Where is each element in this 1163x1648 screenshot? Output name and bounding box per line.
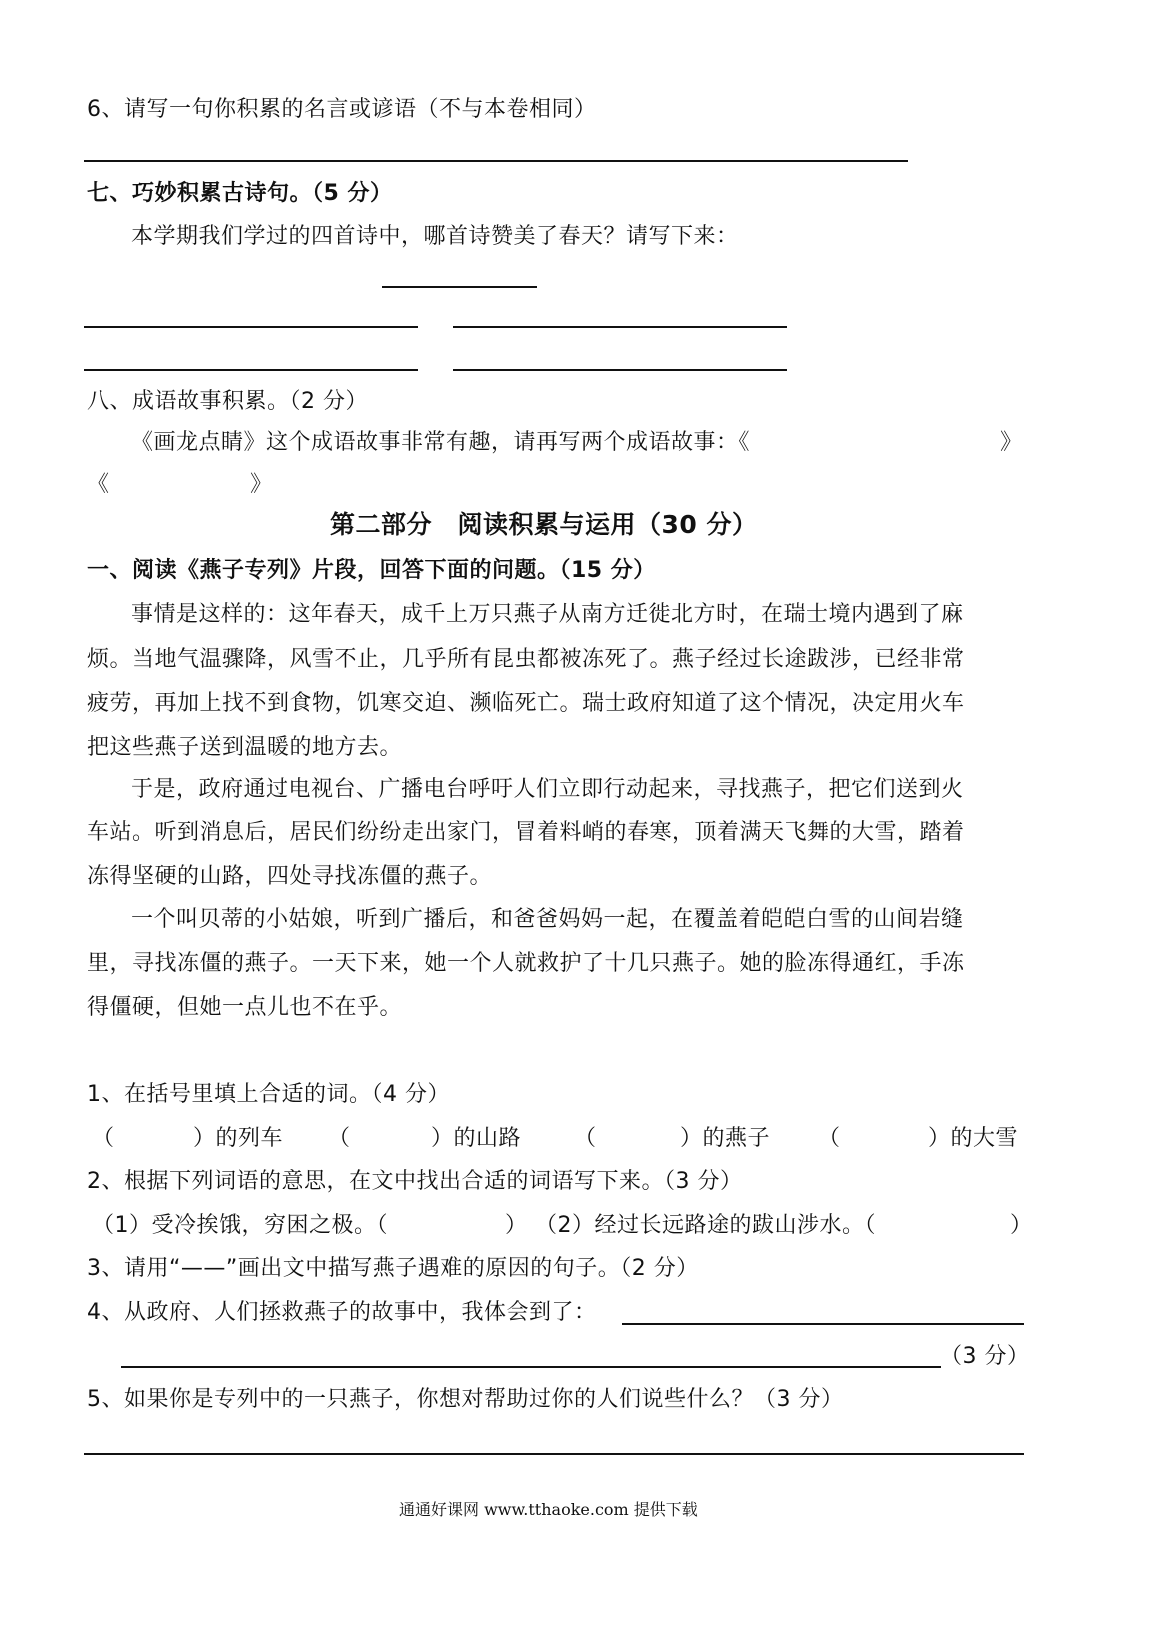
fill-bracket-open: （ xyxy=(328,1126,351,1151)
footer-text: 通通好课网 www.tthaoke.com 提供下载 xyxy=(399,1500,698,1519)
fill-label: ）的大雪 xyxy=(928,1126,1019,1151)
question-2-item-2: （2）经过长远路途的跋山涉水。（ xyxy=(535,1213,876,1238)
poem-title-line xyxy=(382,286,537,288)
answer-line xyxy=(84,1453,1024,1455)
bracket-close: ） xyxy=(505,1213,528,1238)
passage-line: 一个叫贝蒂的小姑娘，听到广播后，和爸爸妈妈一起，在覆盖着皑皑白雪的山间岩缝 xyxy=(131,907,964,932)
passage-line: 车站。听到消息后，居民们纷纷走出家门，冒着料峭的春寒，顶着满天飞舞的大雪，踏着 xyxy=(87,820,965,845)
passage-line: 把这些燕子送到温暖的地方去。 xyxy=(87,735,403,760)
part-2-title: 第二部分 阅读积累与运用（30 分） xyxy=(330,510,758,539)
question-3: 3、请用“——”画出文中描写燕子遇难的原因的句子。（2 分） xyxy=(87,1256,699,1281)
bracket-close: ） xyxy=(1010,1213,1033,1238)
poem-line-2 xyxy=(453,326,787,328)
section-8-text: 《画龙点睛》这个成语故事非常有趣，请再写两个成语故事：《 xyxy=(131,430,751,455)
reading-heading: 一、阅读《燕子专列》片段，回答下面的问题。（15 分） xyxy=(87,558,656,583)
passage-line: 疲劳，再加上找不到食物，饥寒交迫、濒临死亡。瑞士政府知道了这个情况，决定用火车 xyxy=(87,691,965,716)
passage-line: 冻得坚硬的山路，四处寻找冻僵的燕子。 xyxy=(87,864,493,889)
fill-label: ）的列车 xyxy=(193,1126,284,1151)
bracket-close: 》 xyxy=(250,472,273,497)
section-8-heading: 八、成语故事积累。（2 分） xyxy=(87,389,368,414)
answer-line xyxy=(121,1366,941,1368)
passage-line: 于是，政府通过电视台、广播电台呼吁人们立即行动起来，寻找燕子，把它们送到火 xyxy=(131,777,964,802)
answer-line xyxy=(84,160,908,162)
question-6: 6、请写一句你积累的名言或谚语（不与本卷相同） xyxy=(87,97,597,122)
answer-line xyxy=(622,1323,1024,1325)
bracket-open: 《 xyxy=(87,472,110,497)
poem-line-1 xyxy=(84,326,418,328)
question-1: 1、在括号里填上合适的词。（4 分） xyxy=(87,1082,450,1107)
fill-bracket-open: （ xyxy=(92,1126,115,1151)
question-2-item-1: （1）受冷挨饿，穷困之极。（ xyxy=(92,1213,388,1238)
section-7-prompt: 本学期我们学过的四首诗中，哪首诗赞美了春天？请写下来： xyxy=(131,224,739,249)
passage-line: 烦。当地气温骤降，风雪不止，几乎所有昆虫都被冻死了。燕子经过长途跋涉，已经非常 xyxy=(87,647,965,672)
poem-line-4 xyxy=(453,369,787,371)
passage-line: 里，寻找冻僵的燕子。一天下来，她一个人就救护了十几只燕子。她的脸冻得通红，手冻 xyxy=(87,951,965,976)
question-4: 4、从政府、人们拯救燕子的故事中，我体会到了： xyxy=(87,1300,597,1325)
question-5: 5、如果你是专列中的一只燕子，你想对帮助过你的人们说些什么？（3 分） xyxy=(87,1387,844,1412)
poem-line-3 xyxy=(84,369,418,371)
fill-bracket-open: （ xyxy=(574,1126,597,1151)
section-7-heading: 七、巧妙积累古诗句。（5 分） xyxy=(87,181,393,206)
bracket-close: 》 xyxy=(1000,430,1023,455)
question-2: 2、根据下列词语的意思，在文中找出合适的词语写下来。（3 分） xyxy=(87,1169,743,1194)
fill-bracket-open: （ xyxy=(818,1126,841,1151)
passage-line: 事情是这样的：这年春天，成千上万只燕子从南方迁徙北方时，在瑞士境内遇到了麻 xyxy=(131,602,964,627)
fill-label: ）的山路 xyxy=(431,1126,522,1151)
passage-line: 得僵硬，但她一点儿也不在乎。 xyxy=(87,995,403,1020)
fill-label: ）的燕子 xyxy=(680,1126,771,1151)
question-4-score: （3 分） xyxy=(940,1344,1030,1369)
